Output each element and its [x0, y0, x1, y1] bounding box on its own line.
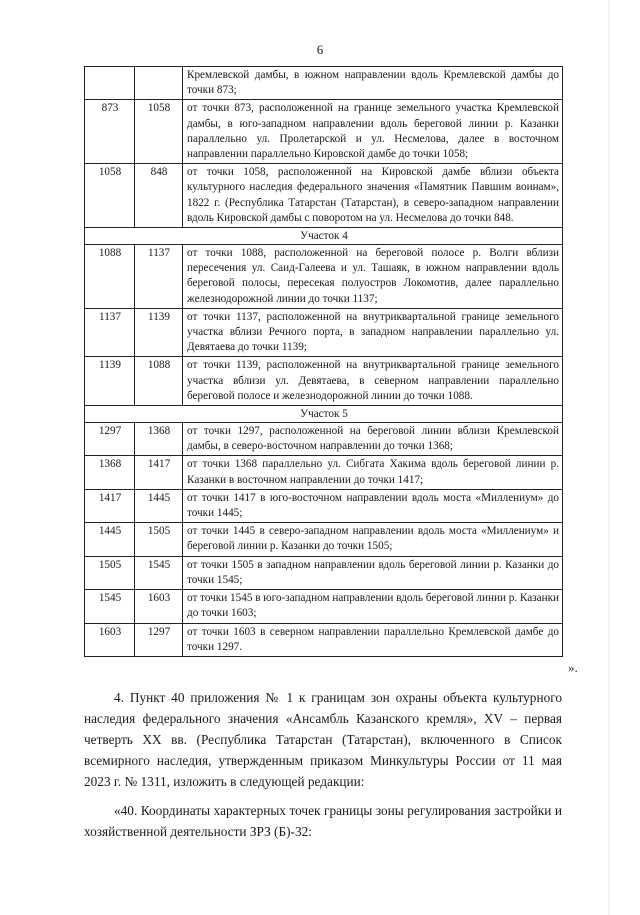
description-cell: от точки 873, расположенной на границе земельного участка Кремлевской дамбы, в юго-западном направлении вдоль береговой линии р. Казанки параллельно ул. Пролетарской и ул. Несмелова, далее в восточном направлении параллельно Кировской дамбе до точки 1058; — [183, 100, 563, 164]
description-cell: от точки 1088, расположенной на береговой полосе р. Волги вблизи пересечения ул. Саид-Галеева и ул. Ташаяк, в южном направлении вдоль береговой полосы, пересекая полуостров Локомотив, далее параллельно железнодорожной линии до точки 1137; — [183, 245, 563, 309]
table-row — [85, 456, 563, 489]
scan-edge-shadow — [608, 0, 610, 915]
description-cell: от точки 1603 в северном направлении параллельно Кремлевской дамбе до точки 1297. — [183, 623, 563, 656]
description-cell: от точки 1139, расположенной на внутриквартальной границе земельного участка вблизи ул. Девятаева, в северном направлении параллельно береговой полосе и железнодорожной линии до точки 1088. — [183, 357, 563, 406]
paragraph-item-4-text: 4. Пункт 40 приложения № 1 к границам зон охраны объекта культурного наследия федерального значения «Ансамбль Казанского кремля», XV – первая четверть XX вв. (Республика Татарстан (Татарстан), включенного в Список всемирного наследия, утвержденным приказом Минкультуры России от 11 мая 2023 г. № 1311, изложить в следующей редакции: — [84, 690, 562, 789]
section-header-row — [85, 228, 563, 245]
point-from-cell: 1417 — [85, 489, 135, 522]
section-header-row — [85, 406, 563, 423]
point-to-cell: 1417 — [135, 456, 183, 489]
paragraph-item-4 — [84, 687, 562, 792]
point-to-cell: 1137 — [135, 245, 183, 309]
table-row — [85, 523, 563, 556]
table-row — [85, 556, 563, 589]
table-row — [85, 423, 563, 456]
point-from-cell: 1505 — [85, 556, 135, 589]
point-from-cell: 1137 — [85, 308, 135, 357]
table-row — [85, 357, 563, 406]
page-number: 6 — [316, 42, 324, 57]
table-row — [85, 308, 563, 357]
table-row — [85, 100, 563, 164]
table-closing-quote: ». — [568, 660, 578, 675]
description-cell: Кремлевской дамбы, в южном направлении вдоль Кремлевской дамбы до точки 873; — [183, 67, 563, 100]
point-to-cell — [135, 67, 183, 100]
point-to-cell: 1603 — [135, 590, 183, 623]
description-cell: от точки 1445 в северо-западном направлении вдоль моста «Миллениум» и береговой линии р. Казанки до точки 1505; — [183, 523, 563, 556]
point-from-cell: 1058 — [85, 164, 135, 228]
point-from-cell: 873 — [85, 100, 135, 164]
description-cell: от точки 1417 в юго-восточном направлении вдоль моста «Миллениум» до точки 1445; — [183, 489, 563, 522]
table-row — [85, 623, 563, 656]
point-to-cell: 1058 — [135, 100, 183, 164]
point-from-cell — [85, 67, 135, 100]
point-from-cell: 1603 — [85, 623, 135, 656]
section-title: Участок 5 — [85, 406, 563, 423]
description-cell: от точки 1137, расположенной на внутриквартальной границе земельного участка вблизи Речного порта, в западном направлении параллельно ул. Девятаева до точки 1139; — [183, 308, 563, 357]
description-cell: от точки 1058, расположенной на Кировской дамбе вблизи объекта культурного наследия федерального значения «Памятник Павшим воинам», 1822 г. (Республика Татарстан (Татарстан), в северо-западном направлении вдоль Кировской дамбы с поворотом на ул. Несмелова до точки 848. — [183, 164, 563, 228]
point-to-cell: 1505 — [135, 523, 183, 556]
point-to-cell: 1088 — [135, 357, 183, 406]
point-from-cell: 1445 — [85, 523, 135, 556]
point-from-cell: 1545 — [85, 590, 135, 623]
point-to-cell: 1545 — [135, 556, 183, 589]
table-row — [85, 245, 563, 309]
point-from-cell: 1088 — [85, 245, 135, 309]
table-row — [85, 164, 563, 228]
point-to-cell: 848 — [135, 164, 183, 228]
table-row — [85, 67, 563, 100]
description-cell: от точки 1505 в западном направлении вдоль береговой линии р. Казанки до точки 1545; — [183, 556, 563, 589]
point-to-cell: 1445 — [135, 489, 183, 522]
description-cell: от точки 1545 в юго-западном направлении вдоль береговой линии р. Казанки до точки 1603; — [183, 590, 563, 623]
table-row — [85, 489, 563, 522]
point-from-cell: 1297 — [85, 423, 135, 456]
description-cell: от точки 1297, расположенной на береговой линии вблизи Кремлевской дамбы, в северо-восточном направлении до точки 1368; — [183, 423, 563, 456]
boundary-points-table — [84, 66, 563, 657]
point-from-cell: 1139 — [85, 357, 135, 406]
point-to-cell: 1368 — [135, 423, 183, 456]
paragraph-item-40 — [84, 800, 562, 842]
section-title: Участок 4 — [85, 228, 563, 245]
table-body — [85, 67, 563, 657]
point-to-cell: 1297 — [135, 623, 183, 656]
description-cell: от точки 1368 параллельно ул. Сибгата Хакима вдоль береговой линии р. Казанки в восточном направлении до точки 1417; — [183, 456, 563, 489]
point-to-cell: 1139 — [135, 308, 183, 357]
table-row — [85, 590, 563, 623]
paragraph-item-40-text: «40. Координаты характерных точек границы зоны регулирования застройки и хозяйственной деятельности ЗРЗ (Б)-32: — [84, 803, 562, 839]
point-from-cell: 1368 — [85, 456, 135, 489]
